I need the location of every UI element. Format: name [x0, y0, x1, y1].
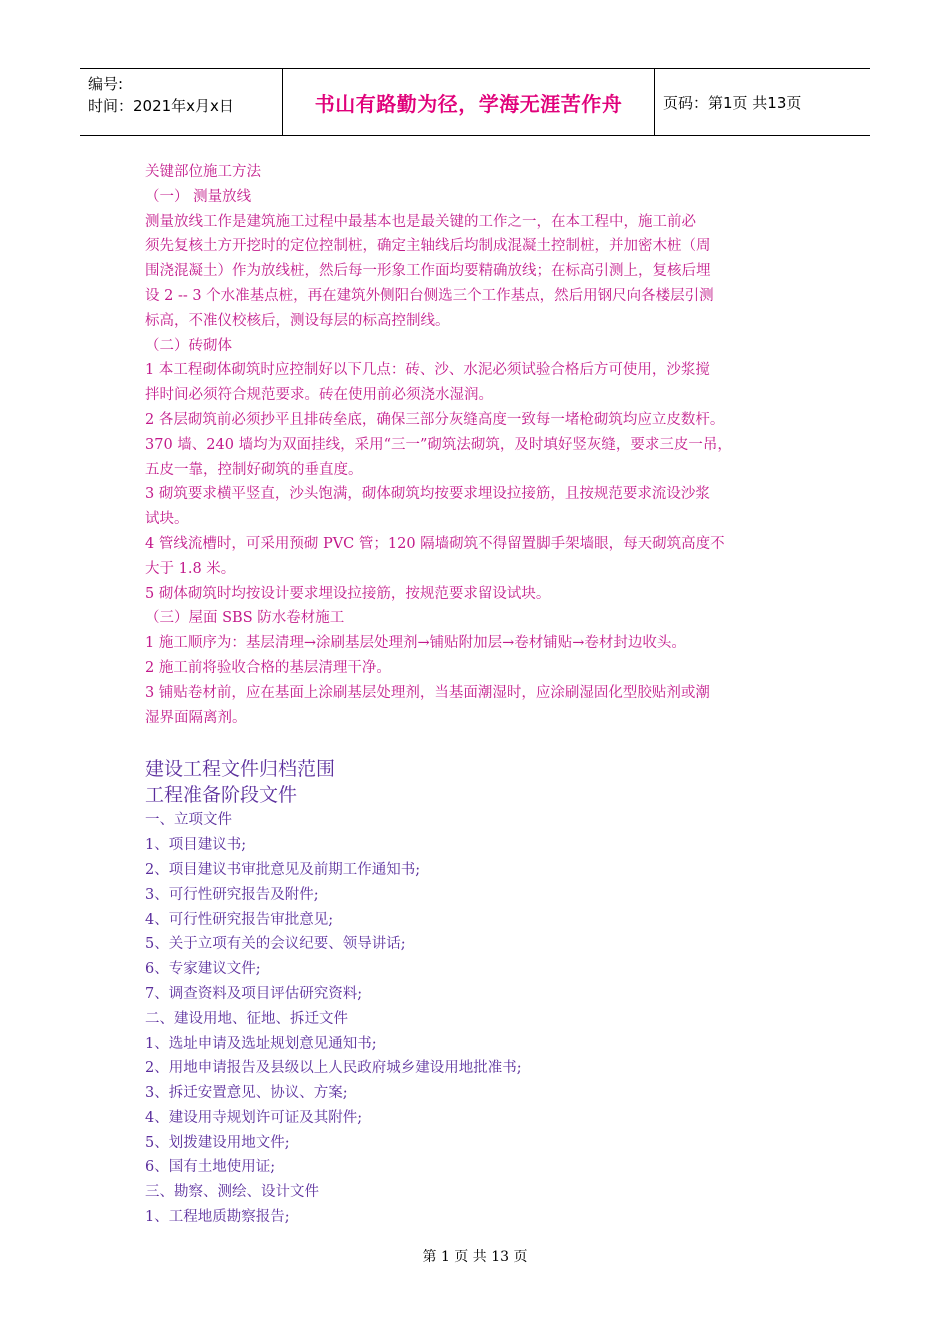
- text-line: 1 施工顺序为：基层清理→涂刷基层处理剂→铺贴附加层→卷材铺贴→卷材封边收头。: [145, 635, 686, 652]
- text-line: 三、勘察、测绘、设计文件: [145, 1184, 319, 1201]
- text-line: 6、专家建议文件;: [145, 961, 261, 978]
- text-line: 5、划拨建设用地文件;: [145, 1134, 290, 1151]
- text-line: 拌时间必须符合规范要求。砖在使用前必须浇水湿润。: [145, 387, 493, 404]
- text-line: 1 本工程砌体砌筑时应控制好以下几点：砖、沙、水泥必须试验合格后方可使用，沙浆搅: [145, 362, 710, 379]
- text-line: （三）屋面 SBS 防水卷材施工: [145, 610, 345, 627]
- text-line: 设 2 -- 3 个水准基点桩，再在建筑外侧阳台侧选三个工作基点，然后用钢尺向各楼层引测: [145, 287, 714, 304]
- archive-scope-title: 建设工程文件归档范围: [145, 758, 336, 781]
- text-line: 7、调查资料及项目评估研究资料;: [145, 985, 363, 1002]
- text-line: 3 砌筑要求横平竖直，沙头饱满，砌体砌筑均按要求埋设拉接筋，且按规范要求流设沙浆: [145, 486, 710, 503]
- text-line: 3、可行性研究报告及附件;: [145, 886, 319, 903]
- text-line: 五皮一靠，控制好砌筑的垂直度。: [145, 461, 363, 478]
- page-footer: 第 1 页 共 13 页: [422, 1249, 528, 1265]
- document-body: [145, 160, 825, 1230]
- document-time: 时间：2021年x月x日: [88, 97, 234, 115]
- page-header: [80, 68, 870, 136]
- text-line: 测量放线工作是建筑施工过程中最基本也是最关键的工作之一，在本工程中，施工前必: [145, 213, 696, 230]
- text-line: 一、立项文件: [145, 812, 232, 829]
- text-line: 4、建设用寺规划许可证及其附件;: [145, 1109, 363, 1126]
- text-line: 4、可行性研究报告审批意见;: [145, 911, 334, 928]
- header-meta: [80, 69, 283, 135]
- text-line: （二）砖砌体: [145, 337, 232, 354]
- text-line: 2 各层砌筑前必须抄平且排砖垒底，确保三部分灰缝高度一致每一堵枪砌筑均应立皮数杆。: [145, 411, 725, 428]
- text-line: 2 施工前将验收合格的基层清理干净。: [145, 659, 391, 676]
- text-line: 6、国有土地使用证;: [145, 1159, 276, 1176]
- header-motto: 书山有路勤为径，学海无涯苦作舟: [283, 69, 655, 135]
- text-line: 5 砌体砌筑时均按设计要求埋设拉接筋，按规范要求留设试块。: [145, 585, 551, 602]
- text-line: 标高，不准仪校核后，测设每层的标高控制线。: [145, 312, 450, 329]
- text-line: 370 墙、240 墙均为双面挂线，采用“三一”砌筑法砌筑，及时填好竖灰缝，要求三皮一吊，: [145, 436, 732, 453]
- text-line: （一） 测量放线: [145, 188, 252, 205]
- document-number: 编号:: [88, 75, 124, 93]
- text-line: 3 铺贴卷材前，应在基面上涂刷基层处理剂，当基面潮湿时，应涂刷湿固化型胶贴剂或潮: [145, 684, 710, 701]
- text-line: 大于 1.8 米。: [145, 560, 236, 577]
- text-line: 1、选址申请及选址规划意见通知书;: [145, 1035, 377, 1052]
- text-line: 试块。: [145, 511, 189, 528]
- text-line: 2、项目建议书审批意见及前期工作通知书;: [145, 861, 421, 878]
- archive-list-section: [145, 808, 825, 1230]
- text-line: 4 管线流槽时，可采用预砌 PVC 管；120 隔墙砌筑不得留置脚手架墙眼，每天砌筑高度不: [145, 535, 725, 552]
- text-line: 须先复核土方开挖时的定位控制桩，确定主轴线后均制成混凝土控制桩，并加密木桩（周: [145, 238, 711, 255]
- text-line: 关键部位施工方法: [145, 164, 261, 180]
- text-line: 1、工程地质勘察报告;: [145, 1209, 290, 1226]
- text-line: 湿界面隔离剂。: [145, 709, 247, 726]
- header-page-info: 页码：第1页 共13页: [663, 93, 802, 112]
- text-line: 二、建设用地、征地、拆迁文件: [145, 1010, 348, 1027]
- text-line: 围浇混凝土）作为放线桩，然后每一形象工作面均要精确放线；在标高引测上，复核后埋: [145, 263, 711, 280]
- text-line: 5、关于立项有关的会议纪要、领导讲话;: [145, 936, 406, 953]
- preparation-stage-title: 工程准备阶段文件: [145, 784, 298, 807]
- text-line: 2、用地申请报告及县级以上人民政府城乡建设用地批准书;: [145, 1060, 522, 1077]
- text-line: 3、拆迁安置意见、协议、方案;: [145, 1085, 348, 1102]
- text-line: 1、项目建议书;: [145, 837, 247, 854]
- construction-methods-section: [145, 160, 825, 730]
